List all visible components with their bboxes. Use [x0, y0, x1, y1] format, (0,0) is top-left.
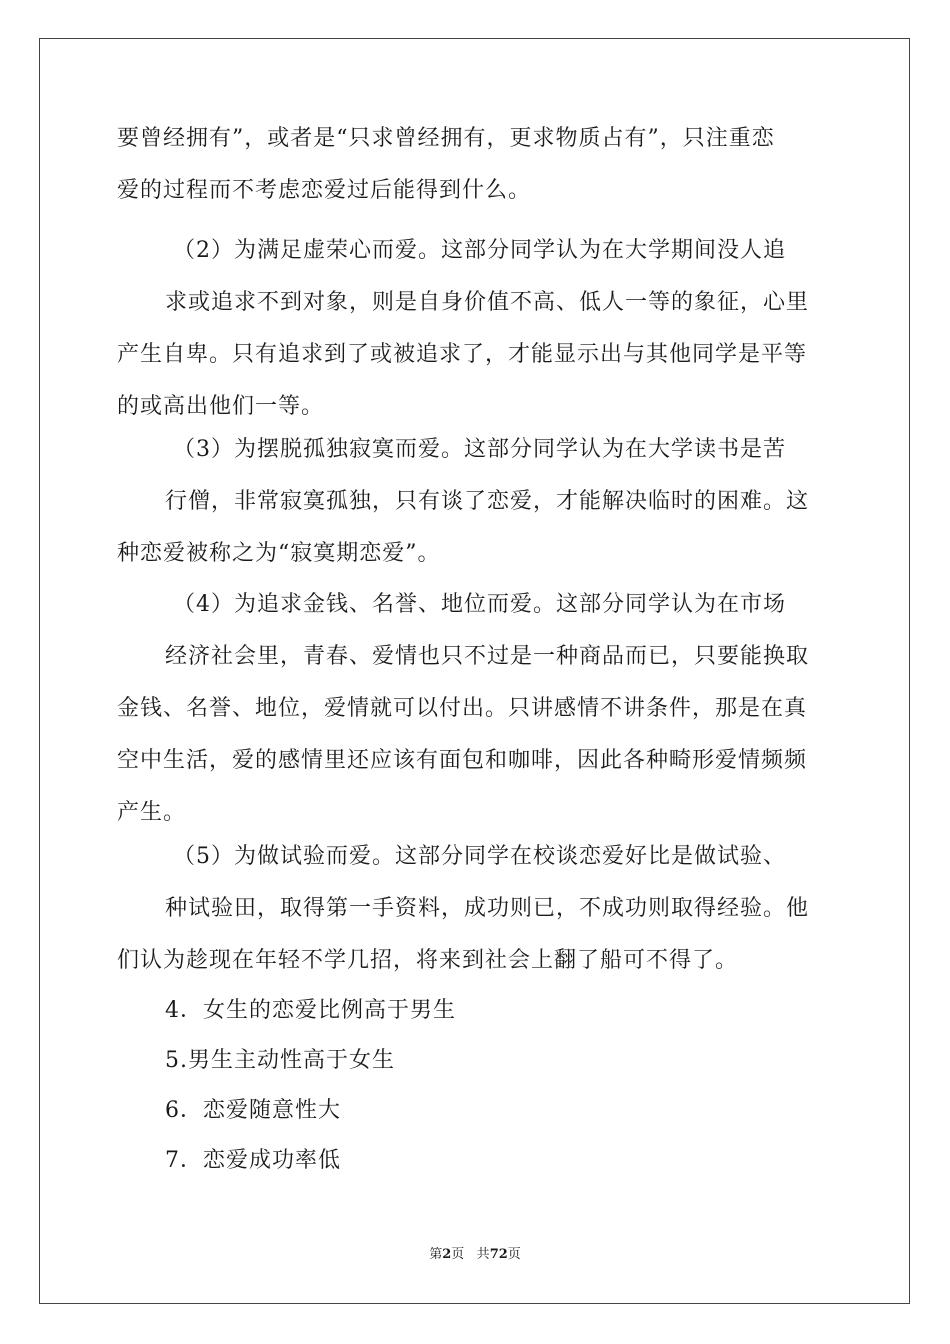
current-page-number: 2 [442, 1247, 452, 1262]
text-line: （4）为追求金钱、名誉、地位而爱。这部分同学认为在市场 [173, 592, 786, 617]
footer-prefix: 第 [429, 1247, 443, 1262]
text-line: 金钱、名誉、地位，爱情就可以付出。只讲感情不讲条件，那是在真 [117, 696, 808, 721]
text-line: 求或追求不到对象，则是自身价值不高、低人一等的象征，心里 [165, 290, 810, 315]
text-line: 经济社会里，青春、爱情也只不过是一种商品而已，只要能换取 [165, 644, 810, 669]
text-line: 行僧，非常寂寞孤独，只有谈了恋爱，才能解决临时的困难。这 [165, 489, 810, 514]
list-item: 4．女生的恋爱比例高于男生 [165, 998, 456, 1023]
text-line: （2）为满足虚荣心而爱。这部分同学认为在大学期间没人追 [173, 238, 786, 263]
text-line: 产生自卑。只有追求到了或被追求了，才能显示出与其他同学是平等 [117, 342, 808, 367]
total-page-count: 72 [489, 1247, 508, 1262]
text-line: 空中生活，爱的感情里还应该有面包和咖啡，因此各种畸形爱情频频 [117, 748, 808, 773]
text-line: 的或高出他们一等。 [117, 394, 325, 419]
text-line: 要曾经拥有”，或者是“只求曾经拥有，更求物质占有”，只注重恋 [117, 126, 775, 151]
text-line: 种试验田，取得第一手资料，成功则已，不成功则取得经验。他 [165, 896, 810, 921]
list-item: 5.男生主动性高于女生 [165, 1048, 395, 1073]
text-line: 爱的过程而不考虑恋爱过后能得到什么。 [117, 178, 532, 203]
footer-page-suffix: 页 [451, 1247, 465, 1262]
footer-total-suffix: 页 [507, 1247, 521, 1262]
text-line: 种恋爱被称之为“寂寞期恋爱”。 [117, 541, 441, 566]
text-line: 产生。 [117, 800, 187, 825]
list-item: 6．恋爱随意性大 [165, 1098, 341, 1123]
text-line: （3）为摆脱孤独寂寞而爱。这部分同学认为在大学读书是苦 [173, 437, 786, 462]
page-footer [0, 1246, 950, 1264]
text-line: （5）为做试验而爱。这部分同学在校谈恋爱好比是做试验、 [173, 844, 786, 869]
list-item: 7．恋爱成功率低 [165, 1148, 341, 1173]
footer-total-prefix: 共 [476, 1247, 490, 1262]
text-line: 们认为趁现在年轻不学几招，将来到社会上翻了船可不得了。 [117, 948, 739, 973]
